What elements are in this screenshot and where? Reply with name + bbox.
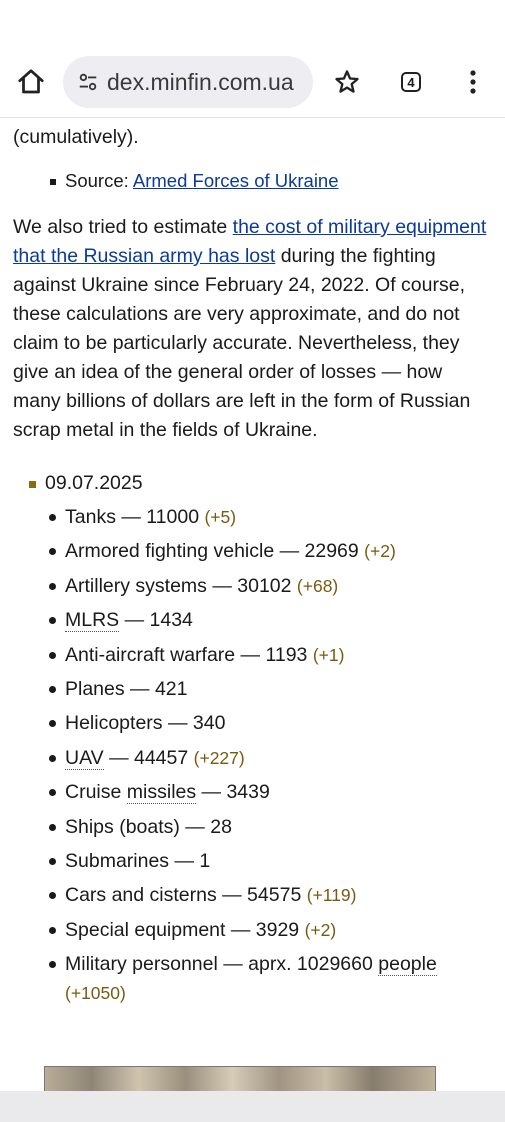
para-prefix: We also tried to estimate: [13, 216, 233, 238]
item-text: Anti-aircraft warfare — 1193: [65, 643, 308, 666]
item-text: — 3439: [196, 781, 270, 804]
item-text: Cruise: [65, 781, 127, 804]
item-text: — 44457: [103, 746, 189, 769]
list-item: [0, 537, 505, 566]
source-line: [0, 167, 505, 195]
tab-count: 4: [401, 72, 421, 92]
item-delta: (+2): [364, 541, 396, 562]
abbr-missiles[interactable]: missiles: [126, 781, 197, 804]
list-item: [0, 813, 505, 842]
item-delta: (+2): [304, 919, 337, 940]
list-item: [0, 881, 505, 910]
tabs-icon[interactable]: [394, 64, 428, 100]
date-header: [0, 469, 505, 498]
list-item: [0, 709, 505, 738]
square-bullet-icon: [50, 179, 56, 185]
abbr-people[interactable]: people: [378, 953, 437, 976]
item-delta: (+227): [193, 747, 245, 768]
cost-link[interactable]: the cost of military equipment that the Russian army has lost: [13, 216, 487, 267]
item-text: Ships (boats) — 28: [65, 815, 232, 838]
article-image: [44, 1066, 436, 1094]
more-menu-icon[interactable]: [458, 64, 488, 100]
item-text: Planes — 421: [65, 677, 188, 700]
list-item: [0, 744, 505, 773]
bullet-dot-icon: [49, 617, 56, 624]
source-label: Source:: [65, 170, 133, 191]
bullet-dot-icon: [49, 514, 56, 521]
bullet-dot-icon: [49, 927, 56, 934]
cost-paragraph: [0, 213, 505, 445]
url-text[interactable]: dex.minfin.com.ua: [107, 68, 294, 95]
abbr-uav[interactable]: UAV: [65, 746, 104, 769]
list-item: [0, 503, 505, 532]
item-delta: (+1050): [65, 983, 126, 1004]
date-bullet-icon: [29, 481, 36, 488]
source-link[interactable]: Armed Forces of Ukraine: [132, 170, 339, 191]
bullet-dot-icon: [49, 892, 56, 899]
para-rest: during the fighting against Ukraine since February 24, 2022. Of course, these calculations are very approximate, and do not claim to be particularly accurate. Nevertheless, they give an idea of the general order of losses — how many billions of dollars are left in the form of Russian scrap metal in the fields of Ukraine.: [13, 245, 471, 441]
list-item: [0, 778, 505, 807]
item-delta: (+1): [312, 644, 345, 665]
list-item: [0, 606, 505, 635]
item-text: Helicopters — 340: [65, 712, 226, 735]
bullet-dot-icon: [49, 755, 56, 762]
bullet-dot-icon: [49, 789, 56, 796]
article-content: [0, 118, 505, 1013]
item-text: Military personnel — aprx. 1029660: [65, 953, 379, 976]
list-item: [0, 572, 505, 601]
list-item: [0, 675, 505, 704]
browser-toolbar: [0, 50, 505, 118]
item-delta: (+119): [306, 885, 357, 906]
status-bar: [0, 0, 505, 50]
site-settings-icon[interactable]: [75, 69, 101, 95]
star-icon[interactable]: [330, 64, 364, 100]
bullet-dot-icon: [49, 583, 56, 590]
bullet-dot-icon: [49, 858, 56, 865]
bullet-dot-icon: [49, 961, 56, 968]
item-text: Artillery systems — 30102: [65, 574, 292, 597]
item-text: Cars and cisterns — 54575: [65, 884, 302, 907]
item-delta: (+5): [204, 507, 237, 527]
bullet-dot-icon: [49, 652, 56, 659]
item-text: Special equipment — 3929: [65, 918, 300, 941]
list-item: [0, 641, 505, 670]
item-text: Submarines — 1: [65, 849, 211, 872]
item-delta: (+68): [296, 575, 339, 596]
list-item: [0, 916, 505, 945]
address-bar[interactable]: [63, 56, 313, 108]
bullet-dot-icon: [49, 548, 56, 555]
bullet-dot-icon: [49, 720, 56, 727]
item-text: — 1434: [119, 609, 193, 632]
bullet-dot-icon: [49, 824, 56, 831]
list-item: [0, 950, 505, 1008]
home-icon[interactable]: [14, 64, 48, 100]
item-text: Armored fighting vehicle — 22969: [65, 540, 359, 563]
list-item: [0, 847, 505, 876]
paragraph-fragment: (cumulatively).: [13, 126, 139, 148]
date-text: 09.07.2025: [45, 472, 143, 494]
system-nav-bar: [0, 1091, 505, 1122]
abbr-mlrs[interactable]: MLRS: [65, 609, 120, 632]
item-text: Tanks — 11000: [65, 506, 200, 528]
bullet-dot-icon: [49, 686, 56, 693]
losses-list: [0, 503, 505, 1008]
